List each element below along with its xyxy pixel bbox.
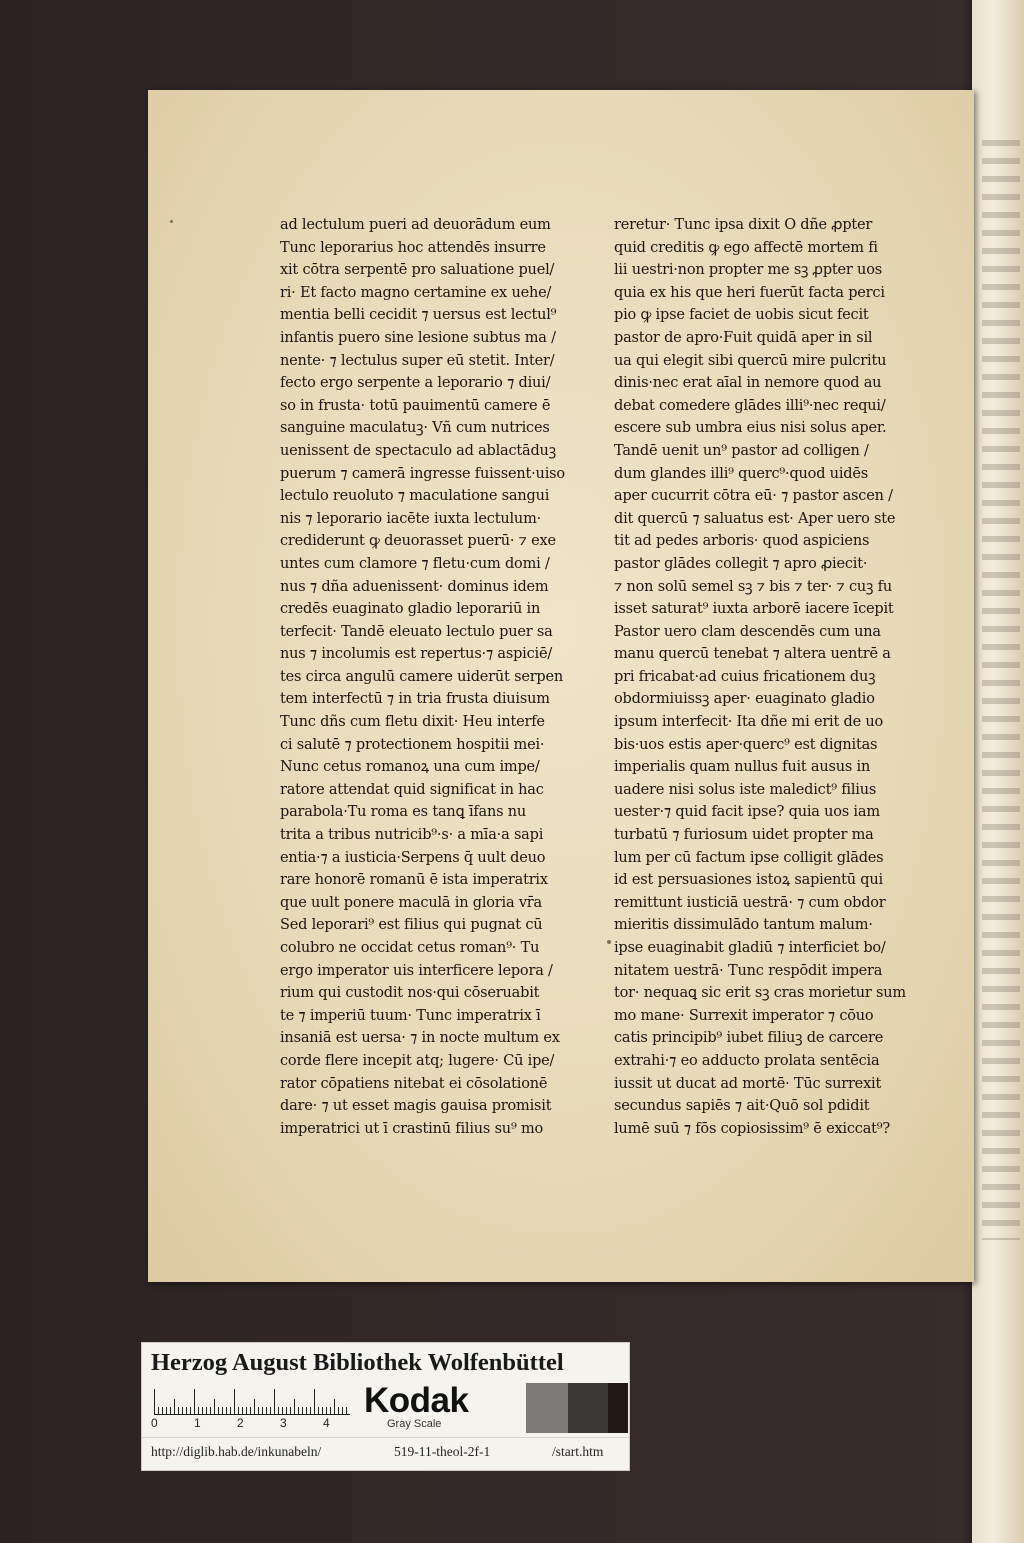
text-line: imperialis quam nullus fuit ausus in: [614, 759, 871, 776]
card-divider: [142, 1437, 629, 1438]
adjacent-page-text: [982, 140, 1020, 1240]
text-line: ad lectulum pueri ad deuorādum eum: [280, 217, 551, 233]
text-line: pastor glādes collegit ⁊ apro ꝓiecit·: [614, 555, 868, 572]
text-line: Pastor uero clam descendēs cum una: [614, 623, 881, 640]
text-line: escere sub umbra eius nisi solus aper.: [614, 420, 887, 437]
text-line: pastor de apro·Fuit quidā aper in sil: [614, 329, 873, 346]
text-line: ipsum interfecit· Ita dñe mi erit de uo: [614, 714, 884, 731]
text-line: untes cum clamore ⁊ fletu·cum domi /: [280, 555, 550, 572]
ruler-number: 1: [194, 1416, 201, 1430]
text-line: te ⁊ imperiū tuum· Tunc imperatrix ī: [280, 1007, 541, 1024]
start-path: /start.htm: [552, 1444, 604, 1459]
gray-swatch-dark: [568, 1383, 608, 1433]
text-line: tit ad pedes arboris· quod aspiciens: [614, 533, 870, 550]
text-line: quia ex his que heri fuerūt facta perci: [614, 284, 885, 301]
text-line: pri fricabat·ad cuius fricationem duꝫ: [614, 668, 876, 685]
text-line: Nunc cetus romanoꝝ una cum impe/: [280, 759, 540, 776]
text-line: ua qui elegit sibi quercū mire pulcritu: [614, 352, 887, 369]
color-scale-card: [141, 1342, 630, 1471]
ruler-numbers: [151, 1416, 361, 1430]
text-line: id est persuasiones istoꝝ sapientū qui: [614, 872, 883, 889]
text-line: corde flere incepit atq; lugere· Cū ipe/: [280, 1052, 555, 1069]
text-line: debat comedere glādes illi⁹·nec requi/: [614, 397, 886, 414]
ruler-number: 4: [323, 1416, 330, 1430]
text-line: turbatū ⁊ furiosum uidet propter ma: [614, 827, 874, 844]
text-line: catis principib⁹ iubet filiuꝫ de carcere: [614, 1030, 884, 1047]
text-line: ergo imperator uis interficere lepora /: [280, 962, 553, 979]
text-line: puerum ⁊ camerā ingresse fuissent·uiso: [280, 465, 565, 482]
text-line: dinis·nec erat aīal in nemore quod au: [614, 375, 882, 392]
gray-scale-label: Gray Scale: [387, 1418, 442, 1430]
text-line: obdormiuissꝫ aper· euaginato gladio: [614, 691, 875, 708]
text-line: remittunt iusticiā uestrā· ⁊ cum obdor: [614, 894, 886, 911]
text-line: sanguine maculatuꝫ· Vñ cum nutrices: [280, 420, 550, 437]
text-line: rator cōpatiens nitebat ei cōsolationē: [280, 1075, 548, 1092]
text-line: pio ꝙ ipse faciet de uobis sicut fecit: [614, 307, 869, 324]
text-line: ⁊ non solū semel sꝫ ⁊ bis ⁊ ter· ⁊ cuꝫ fu: [614, 578, 892, 595]
text-line: bis·uos estis aper·querc⁹ est dignitas: [614, 736, 878, 753]
text-line: aper cucurrit cōtra eū· ⁊ pastor ascen /: [614, 488, 893, 505]
text-line: Tandē uenit un⁹ pastor ad colligen /: [614, 442, 869, 459]
library-title: Herzog August Bibliothek Wolfenbüttel: [151, 1349, 564, 1376]
text-line: reretur· Tunc ipsa dixit O dñe ꝓpter: [614, 217, 873, 233]
text-line: nus ⁊ incolumis est repertus·⁊ aspiciē/: [280, 646, 553, 663]
text-line: rare honorē romanū ē ista imperatrix: [280, 872, 548, 889]
text-line: xit cōtra serpentē pro saluatione puel/: [280, 262, 555, 279]
kodak-logo: Kodak: [364, 1381, 469, 1420]
text-line: manu quercū tenebat ⁊ altera uentrē a: [614, 646, 891, 663]
text-line: tem interfectū ⁊ in tria frusta diuisum: [280, 691, 550, 708]
ink-speck: [170, 220, 173, 223]
text-line: iussit ut ducat ad mortē· Tūc surrexit: [614, 1075, 882, 1092]
text-line: uester·⁊ quid facit ipse? quia uos iam: [614, 804, 880, 821]
text-line: Tunc dñs cum fletu dixit· Heu interfe: [280, 714, 545, 731]
text-line: credēs euaginato gladio leporariū in: [280, 601, 541, 618]
text-line: imperatrici ut ī crastinū filius su⁹ mo: [280, 1120, 544, 1137]
text-line: lum per cū factum ipse colligit glādes: [614, 849, 884, 866]
text-line: ipse euaginabit gladiū ⁊ interficiet bo/: [614, 940, 886, 956]
text-line: nente· ⁊ lectulus super eū stetit. Inter/: [280, 352, 555, 369]
text-line: nis ⁊ leporario iacēte iuxta lectulum·: [280, 510, 542, 527]
text-line: secundus sapiēs ⁊ ait·Quō sol pdidit: [614, 1098, 870, 1115]
ink-speck: [607, 940, 611, 944]
text-line: nitatem uestrā· Tunc respōdit impera: [614, 962, 883, 979]
gray-swatch-light: [526, 1383, 568, 1433]
gray-swatch-black: [608, 1383, 628, 1433]
text-line: uenissent de spectaculo ad ablactāduꝫ: [280, 442, 556, 459]
ruler-number: 3: [280, 1416, 287, 1430]
text-line: trita a tribus nutricib⁹·s· a mīa·a sapi: [280, 827, 544, 844]
text-line: isset saturat⁹ iuxta arborē iacere īcepit: [614, 601, 894, 618]
text-line: Sed leporari⁹ est filius qui pugnat cū: [280, 917, 543, 934]
text-line: lii uestri·non propter me sꝫ ꝓpter uos: [614, 262, 882, 279]
text-line: uadere nisi solus iste maledict⁹ filius: [614, 781, 877, 798]
text-line: entia·⁊ a iusticia·Serpens q̄ uult deuo: [280, 849, 546, 866]
ruler-scale: [154, 1387, 350, 1415]
text-line: mentia belli cecidit ⁊ uersus est lectul⁹: [280, 307, 557, 324]
library-url: http://diglib.hab.de/inkunabeln/: [151, 1444, 322, 1459]
text-line: terfecit· Tandē eleuato lectulo puer sa: [280, 623, 553, 640]
text-line: dare· ⁊ ut esset magis gauisa promisit: [280, 1098, 552, 1115]
text-line: quid creditis ꝙ ego affectē mortem fi: [614, 239, 878, 256]
text-line: nus ⁊ dña aduenissent· dominus idem: [280, 578, 549, 595]
text-line: rium qui custodit nos·qui cōseruabit: [280, 985, 540, 1002]
text-line: colubro ne occidat cetus roman⁹· Tu: [280, 940, 540, 956]
text-line: tes circa angulū camere uiderūt serpen: [280, 668, 564, 685]
text-line: ci salutē ⁊ protectionem hospitii mei·: [280, 736, 545, 753]
text-line: dum glandes illi⁹ querc⁹·quod uidēs: [614, 465, 868, 482]
text-line: dit quercū ⁊ saluatus est· Aper uero ste: [614, 510, 896, 527]
ruler-number: 2: [237, 1416, 244, 1430]
text-line: fecto ergo serpente a leporario ⁊ diui/: [280, 375, 551, 392]
text-line: ri· Et facto magno certamine ex uehe/: [280, 284, 552, 301]
text-line: Tunc leporarius hoc attendēs insurre: [280, 239, 546, 256]
text-line: lumē suū ⁊ fōs copiosissim⁹ ē exiccat⁹?: [614, 1120, 890, 1137]
text-line: tor· nequaꝗ sic erit sꝫ cras morietur sum: [614, 985, 906, 1002]
text-column-right: [614, 214, 914, 1140]
text-line: que uult ponere maculā in gloria vr̄a: [280, 894, 542, 911]
text-line: extrahi·⁊ eo adducto prolata sentēcia: [614, 1052, 880, 1069]
text-line: infantis puero sine lesione subtus ma /: [280, 329, 556, 346]
text-line: insaniā est uersa· ⁊ in nocte multum ex: [280, 1030, 560, 1047]
parchment-page: [148, 90, 974, 1282]
text-line: mo mane· Surrexit imperator ⁊ cōuo: [614, 1007, 874, 1024]
text-line: crediderunt ꝙ deuorasset puerū· ⁊ exe: [280, 533, 556, 550]
text-line: mieritis dissimulādo tantum malum·: [614, 917, 873, 934]
text-column-left: [280, 214, 580, 1140]
shelfmark: 519-11-theol-2f-1: [394, 1444, 491, 1459]
text-line: parabola·Tu roma es tanꝗ īfans nu: [280, 804, 527, 821]
ruler-number: 0: [151, 1416, 158, 1430]
text-line: lectulo reuoluto ⁊ maculatione sangui: [280, 488, 550, 505]
text-line: so in frusta· totū pauimentū camere ē: [280, 397, 551, 414]
text-line: ratore attendat quid significat in hac: [280, 781, 544, 798]
